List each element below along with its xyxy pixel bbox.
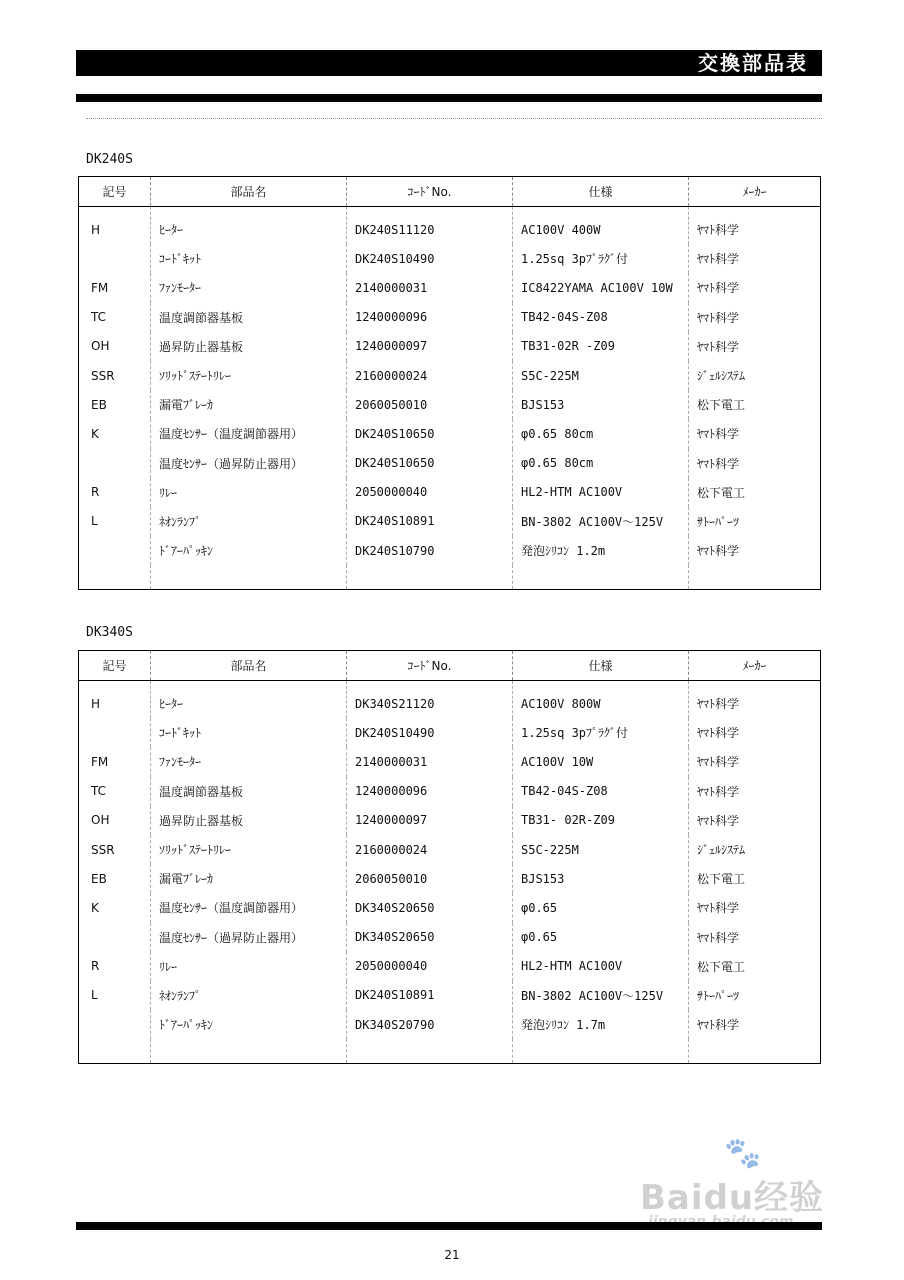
cell-spec: φ0.65 80cm (513, 449, 689, 478)
table-row (79, 390, 821, 419)
cell-part-name: ﾄﾞｱｰﾊﾟｯｷﾝ (151, 1010, 347, 1039)
cell-part-name: ﾘﾚｰ (151, 478, 347, 507)
table-body (79, 681, 821, 1064)
cell-symbol: K (79, 893, 151, 922)
table-row (79, 536, 821, 565)
cell-spec: φ0.65 (513, 893, 689, 922)
cell-spec: BJS153 (513, 390, 689, 419)
table-row (79, 478, 821, 507)
cell-maker: ﾔﾏﾄ科学 (689, 449, 821, 478)
cell-code: DK240S10650 (347, 419, 513, 448)
table-row (79, 835, 821, 864)
section-title-dk340s: DK340S (86, 625, 133, 640)
cell-maker: ﾔﾏﾄ科学 (689, 681, 821, 719)
table-row (79, 1010, 821, 1039)
cell-symbol: K (79, 419, 151, 448)
cell-maker: 松下電工 (689, 952, 821, 981)
cell-part-name: ﾘﾚｰ (151, 952, 347, 981)
cell-spec: φ0.65 (513, 923, 689, 952)
table-header-row (79, 651, 821, 681)
cell-maker: ﾔﾏﾄ科学 (689, 332, 821, 361)
cell-part-name: 温度ｾﾝｻｰ（温度調節器用） (151, 419, 347, 448)
cell-code: 1240000096 (347, 777, 513, 806)
cell-maker: ﾔﾏﾄ科学 (689, 806, 821, 835)
cell-maker: ﾔﾏﾄ科学 (689, 207, 821, 245)
cell-spec: HL2-HTM AC100V (513, 478, 689, 507)
cell-maker: ﾔﾏﾄ科学 (689, 747, 821, 776)
cell-symbol: L (79, 981, 151, 1010)
table-row (79, 923, 821, 952)
cell-symbol: OH (79, 332, 151, 361)
cell-maker: ｻﾄｰﾊﾟｰﾂ (689, 507, 821, 536)
table-row (79, 952, 821, 981)
empty-cell (151, 1039, 347, 1064)
cell-symbol: OH (79, 806, 151, 835)
table-row (79, 207, 821, 245)
table-header-row (79, 177, 821, 207)
cell-maker: 松下電工 (689, 478, 821, 507)
cell-part-name: 温度ｾﾝｻｰ（温度調節器用） (151, 893, 347, 922)
cell-code: 1240000096 (347, 303, 513, 332)
cell-maker: ﾔﾏﾄ科学 (689, 923, 821, 952)
cell-symbol: FM (79, 273, 151, 302)
cell-code: 2160000024 (347, 361, 513, 390)
cell-code: DK240S11120 (347, 207, 513, 245)
cell-spec: S5C-225M (513, 835, 689, 864)
header-rule (76, 94, 822, 102)
cell-code: 2050000040 (347, 952, 513, 981)
empty-cell (347, 565, 513, 590)
cell-code: DK240S10891 (347, 981, 513, 1010)
cell-symbol (79, 536, 151, 565)
column-header-maker: ﾒｰｶｰ (689, 651, 821, 681)
cell-code: DK240S10490 (347, 718, 513, 747)
cell-symbol: SSR (79, 835, 151, 864)
empty-cell (689, 1039, 821, 1064)
cell-symbol (79, 244, 151, 273)
cell-part-name: ﾄﾞｱｰﾊﾟｯｷﾝ (151, 536, 347, 565)
cell-symbol: R (79, 478, 151, 507)
table-row (79, 893, 821, 922)
cell-part-name: ｿﾘｯﾄﾞｽﾃｰﾄﾘﾚｰ (151, 361, 347, 390)
cell-spec: BN-3802 AC100V～125V (513, 507, 689, 536)
cell-maker: ﾔﾏﾄ科学 (689, 536, 821, 565)
table-row (79, 777, 821, 806)
cell-spec: HL2-HTM AC100V (513, 952, 689, 981)
page-title: 交換部品表 (698, 51, 808, 75)
cell-spec: AC100V 400W (513, 207, 689, 245)
cell-part-name: 過昇防止器基板 (151, 332, 347, 361)
table-row (79, 981, 821, 1010)
paw-icon: 🐾 (724, 1136, 762, 1171)
watermark-brand: Baidu经验 (640, 1178, 825, 1218)
cell-maker: ﾔﾏﾄ科学 (689, 893, 821, 922)
cell-symbol: FM (79, 747, 151, 776)
cell-symbol (79, 1010, 151, 1039)
table-row (79, 273, 821, 302)
column-header-symbol: 記号 (79, 651, 151, 681)
table-row (79, 449, 821, 478)
cell-part-name: ﾌｧﾝﾓｰﾀｰ (151, 747, 347, 776)
footer-rule (76, 1222, 822, 1230)
table-padding-row (79, 565, 821, 590)
column-header-name: 部品名 (151, 177, 347, 207)
cell-symbol: EB (79, 864, 151, 893)
cell-maker: ﾔﾏﾄ科学 (689, 244, 821, 273)
cell-code: DK240S10790 (347, 536, 513, 565)
cell-part-name: 温度調節器基板 (151, 303, 347, 332)
cell-symbol (79, 923, 151, 952)
table-row (79, 718, 821, 747)
table-row (79, 332, 821, 361)
cell-maker: ﾔﾏﾄ科学 (689, 273, 821, 302)
table-body (79, 207, 821, 590)
cell-maker: ﾔﾏﾄ科学 (689, 718, 821, 747)
cell-code: DK340S21120 (347, 681, 513, 719)
cell-part-name: ﾌｧﾝﾓｰﾀｰ (151, 273, 347, 302)
cell-maker: ｼﾞｪﾙｼｽﾃﾑ (689, 361, 821, 390)
cell-part-name: ｺｰﾄﾞｷｯﾄ (151, 718, 347, 747)
cell-code: DK340S20650 (347, 893, 513, 922)
dotted-divider (86, 118, 822, 119)
cell-maker: 松下電工 (689, 390, 821, 419)
cell-maker: ｻﾄｰﾊﾟｰﾂ (689, 981, 821, 1010)
cell-part-name: 温度調節器基板 (151, 777, 347, 806)
empty-cell (79, 1039, 151, 1064)
cell-code: 2060050010 (347, 864, 513, 893)
cell-code: 2160000024 (347, 835, 513, 864)
cell-part-name: 温度ｾﾝｻｰ（過昇防止器用） (151, 449, 347, 478)
empty-cell (513, 1039, 689, 1064)
cell-code: 2050000040 (347, 478, 513, 507)
cell-code: DK340S20790 (347, 1010, 513, 1039)
cell-symbol (79, 449, 151, 478)
cell-spec: 発泡ｼﾘｺﾝ 1.7m (513, 1010, 689, 1039)
cell-spec: 1.25sq 3pﾌﾟﾗｸﾞ付 (513, 718, 689, 747)
cell-symbol: SSR (79, 361, 151, 390)
empty-cell (347, 1039, 513, 1064)
cell-spec: BJS153 (513, 864, 689, 893)
cell-code: DK240S10650 (347, 449, 513, 478)
cell-code: 2140000031 (347, 747, 513, 776)
cell-code: DK340S20650 (347, 923, 513, 952)
table-row (79, 419, 821, 448)
cell-part-name: ｺｰﾄﾞｷｯﾄ (151, 244, 347, 273)
table-row (79, 361, 821, 390)
cell-spec: BN-3802 AC100V～125V (513, 981, 689, 1010)
cell-symbol: TC (79, 777, 151, 806)
cell-part-name: ｿﾘｯﾄﾞｽﾃｰﾄﾘﾚｰ (151, 835, 347, 864)
cell-symbol: H (79, 207, 151, 245)
cell-maker: 松下電工 (689, 864, 821, 893)
parts-table-dk340s (78, 650, 821, 1064)
cell-spec: TB42-04S-Z08 (513, 777, 689, 806)
cell-part-name: ﾈｵﾝﾗﾝﾌﾟ (151, 507, 347, 536)
table-row (79, 747, 821, 776)
cell-maker: ｼﾞｪﾙｼｽﾃﾑ (689, 835, 821, 864)
table-row (79, 864, 821, 893)
cell-spec: S5C-225M (513, 361, 689, 390)
cell-maker: ﾔﾏﾄ科学 (689, 1010, 821, 1039)
cell-code: 1240000097 (347, 806, 513, 835)
cell-symbol: R (79, 952, 151, 981)
empty-cell (79, 565, 151, 590)
cell-part-name: ﾋｰﾀｰ (151, 207, 347, 245)
table-row (79, 806, 821, 835)
column-header-spec: 仕様 (513, 651, 689, 681)
column-header-name: 部品名 (151, 651, 347, 681)
table-row (79, 507, 821, 536)
column-header-maker: ﾒｰｶｰ (689, 177, 821, 207)
cell-spec: TB31- 02R-Z09 (513, 806, 689, 835)
cell-maker: ﾔﾏﾄ科学 (689, 419, 821, 448)
cell-spec: IC8422YAMA AC100V 10W (513, 273, 689, 302)
empty-cell (513, 565, 689, 590)
cell-spec: TB42-04S-Z08 (513, 303, 689, 332)
column-header-spec: 仕様 (513, 177, 689, 207)
cell-spec: AC100V 10W (513, 747, 689, 776)
column-header-code: ｺｰﾄﾞNo. (347, 177, 513, 207)
parts-table-dk240s (78, 176, 821, 590)
column-header-symbol: 記号 (79, 177, 151, 207)
header-bar (76, 50, 822, 76)
column-header-code: ｺｰﾄﾞNo. (347, 651, 513, 681)
table-row (79, 303, 821, 332)
page-number: 21 (444, 1248, 460, 1262)
cell-code: DK240S10490 (347, 244, 513, 273)
cell-code: 2060050010 (347, 390, 513, 419)
cell-part-name: 漏電ﾌﾞﾚｰｶ (151, 390, 347, 419)
cell-code: 2140000031 (347, 273, 513, 302)
cell-maker: ﾔﾏﾄ科学 (689, 303, 821, 332)
cell-spec: 発泡ｼﾘｺﾝ 1.2m (513, 536, 689, 565)
cell-spec: TB31-02R -Z09 (513, 332, 689, 361)
cell-symbol: EB (79, 390, 151, 419)
cell-part-name: ﾋｰﾀｰ (151, 681, 347, 719)
cell-symbol (79, 718, 151, 747)
cell-spec: 1.25sq 3pﾌﾟﾗｸﾞ付 (513, 244, 689, 273)
cell-code: DK240S10891 (347, 507, 513, 536)
cell-symbol: L (79, 507, 151, 536)
empty-cell (151, 565, 347, 590)
section-title-dk240s: DK240S (86, 152, 133, 167)
empty-cell (689, 565, 821, 590)
cell-code: 1240000097 (347, 332, 513, 361)
table-padding-row (79, 1039, 821, 1064)
cell-maker: ﾔﾏﾄ科学 (689, 777, 821, 806)
cell-symbol: TC (79, 303, 151, 332)
table-row (79, 244, 821, 273)
cell-spec: AC100V 800W (513, 681, 689, 719)
cell-part-name: 漏電ﾌﾞﾚｰｶ (151, 864, 347, 893)
cell-part-name: ﾈｵﾝﾗﾝﾌﾟ (151, 981, 347, 1010)
cell-part-name: 過昇防止器基板 (151, 806, 347, 835)
cell-spec: φ0.65 80cm (513, 419, 689, 448)
table-row (79, 681, 821, 719)
cell-symbol: H (79, 681, 151, 719)
cell-part-name: 温度ｾﾝｻｰ（過昇防止器用） (151, 923, 347, 952)
